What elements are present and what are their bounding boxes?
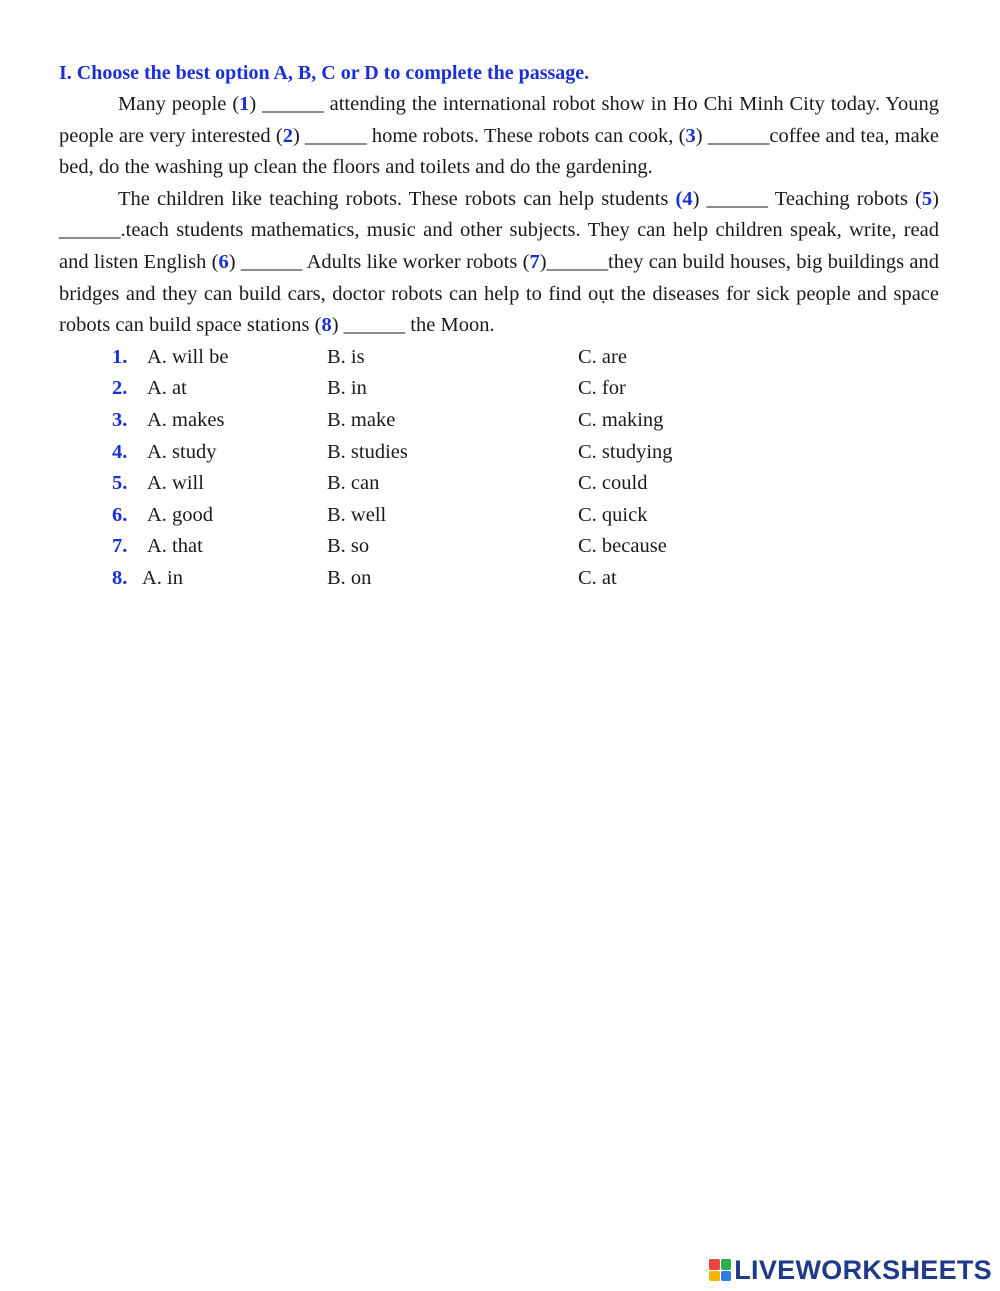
option-a: A. will be <box>147 345 229 368</box>
option-c: C. for <box>578 377 626 400</box>
passage-text: Many people ( <box>118 93 240 115</box>
passage-text: )______they can build houses, big buildings and bridges and they can build cars, doctor robots can help to find oụt the diseases for sick people and space robots can build space stations ( <box>59 250 939 337</box>
option-a: A. will <box>147 472 204 495</box>
question-row <box>59 563 939 595</box>
logo-tile-l <box>709 1259 720 1270</box>
blank-number-8: 8 <box>321 314 332 337</box>
blank-number-7: 7 <box>529 250 540 273</box>
question-number: 4. <box>112 440 128 463</box>
blank-number-1: 1 <box>239 93 250 115</box>
passage-text: ) ______ the Moon. <box>331 314 495 337</box>
logo-tile-e <box>721 1271 732 1282</box>
option-a: A. good <box>147 503 214 526</box>
option-b: B. in <box>327 377 367 400</box>
passage-paragraph-1 <box>59 89 939 184</box>
passage-text: ) ______coffee and tea, make bed, do the washing up clean the floors and toilets and do the gardening. <box>59 124 940 179</box>
option-b: B. make <box>327 408 396 431</box>
option-b: B. is <box>327 345 365 368</box>
passage-text: ) ______ Adults like worker robots ( <box>228 250 530 273</box>
passage-text: ) ______ home robots. These robots can cook, ( <box>292 124 686 147</box>
option-b: B. so <box>327 535 370 558</box>
question-number: 3. <box>112 408 128 431</box>
blank-number-6: 6 <box>218 250 229 273</box>
liveworksheets-logo <box>709 1255 992 1285</box>
question-row <box>59 405 939 437</box>
blank-number-4: (4 <box>675 187 693 210</box>
blank-number-3: 3 <box>685 124 696 147</box>
question-number: 8. <box>112 566 128 589</box>
option-a: A. study <box>147 440 217 463</box>
question-row <box>59 342 939 374</box>
option-c: C. making <box>578 408 664 431</box>
passage-text: ) ______ attending the international robot show in Ho Chi Minh City today. Young people are very interested ( <box>59 93 940 147</box>
reading-passage <box>59 89 939 342</box>
option-a: A. at <box>147 377 187 400</box>
question-number: 1. <box>112 345 128 368</box>
question-number: 7. <box>112 535 128 558</box>
option-c: C. because <box>578 535 667 558</box>
passage-text: The children like teaching robots. These robots can help students <box>118 187 676 210</box>
answer-options-list <box>59 342 939 595</box>
blank-number-5: 5 <box>921 187 933 210</box>
option-a: A. that <box>147 535 203 558</box>
option-b: B. can <box>327 472 380 495</box>
question-number: 2. <box>112 377 128 400</box>
blank-number-2: 2 <box>282 124 293 147</box>
logo-tile-v <box>709 1271 720 1282</box>
option-c: C. studying <box>578 440 673 463</box>
logo-tile-i <box>721 1259 732 1270</box>
option-b: B. well <box>327 503 387 526</box>
passage-text: ) ______ Teaching robots ( <box>692 187 922 210</box>
option-a: A. makes <box>147 408 225 431</box>
question-number: 5. <box>112 472 128 495</box>
option-b: B. on <box>327 566 372 589</box>
question-row <box>59 500 939 532</box>
question-number: 6. <box>112 503 128 526</box>
option-c: C. quick <box>578 503 648 526</box>
question-row <box>59 468 939 500</box>
option-b: B. studies <box>327 440 408 463</box>
question-row <box>59 373 939 405</box>
option-c: C. could <box>578 472 648 495</box>
worksheet-page <box>59 58 939 595</box>
exercise-heading: I. Choose the best option A, B, C or D to complete the passage. <box>59 62 590 84</box>
brand-name: LIVEWORKSHEETS <box>734 1254 992 1285</box>
question-row <box>59 531 939 563</box>
question-row <box>59 437 939 469</box>
option-a: A. in <box>142 566 183 589</box>
passage-text: ) ______.teach students mathematics, music and other subjects. They can help children speak, write, read and listen English ( <box>59 187 939 273</box>
logo-icon <box>709 1259 731 1281</box>
option-c: C. at <box>578 566 617 589</box>
option-c: C. are <box>578 345 627 368</box>
passage-paragraph-2 <box>59 184 939 342</box>
